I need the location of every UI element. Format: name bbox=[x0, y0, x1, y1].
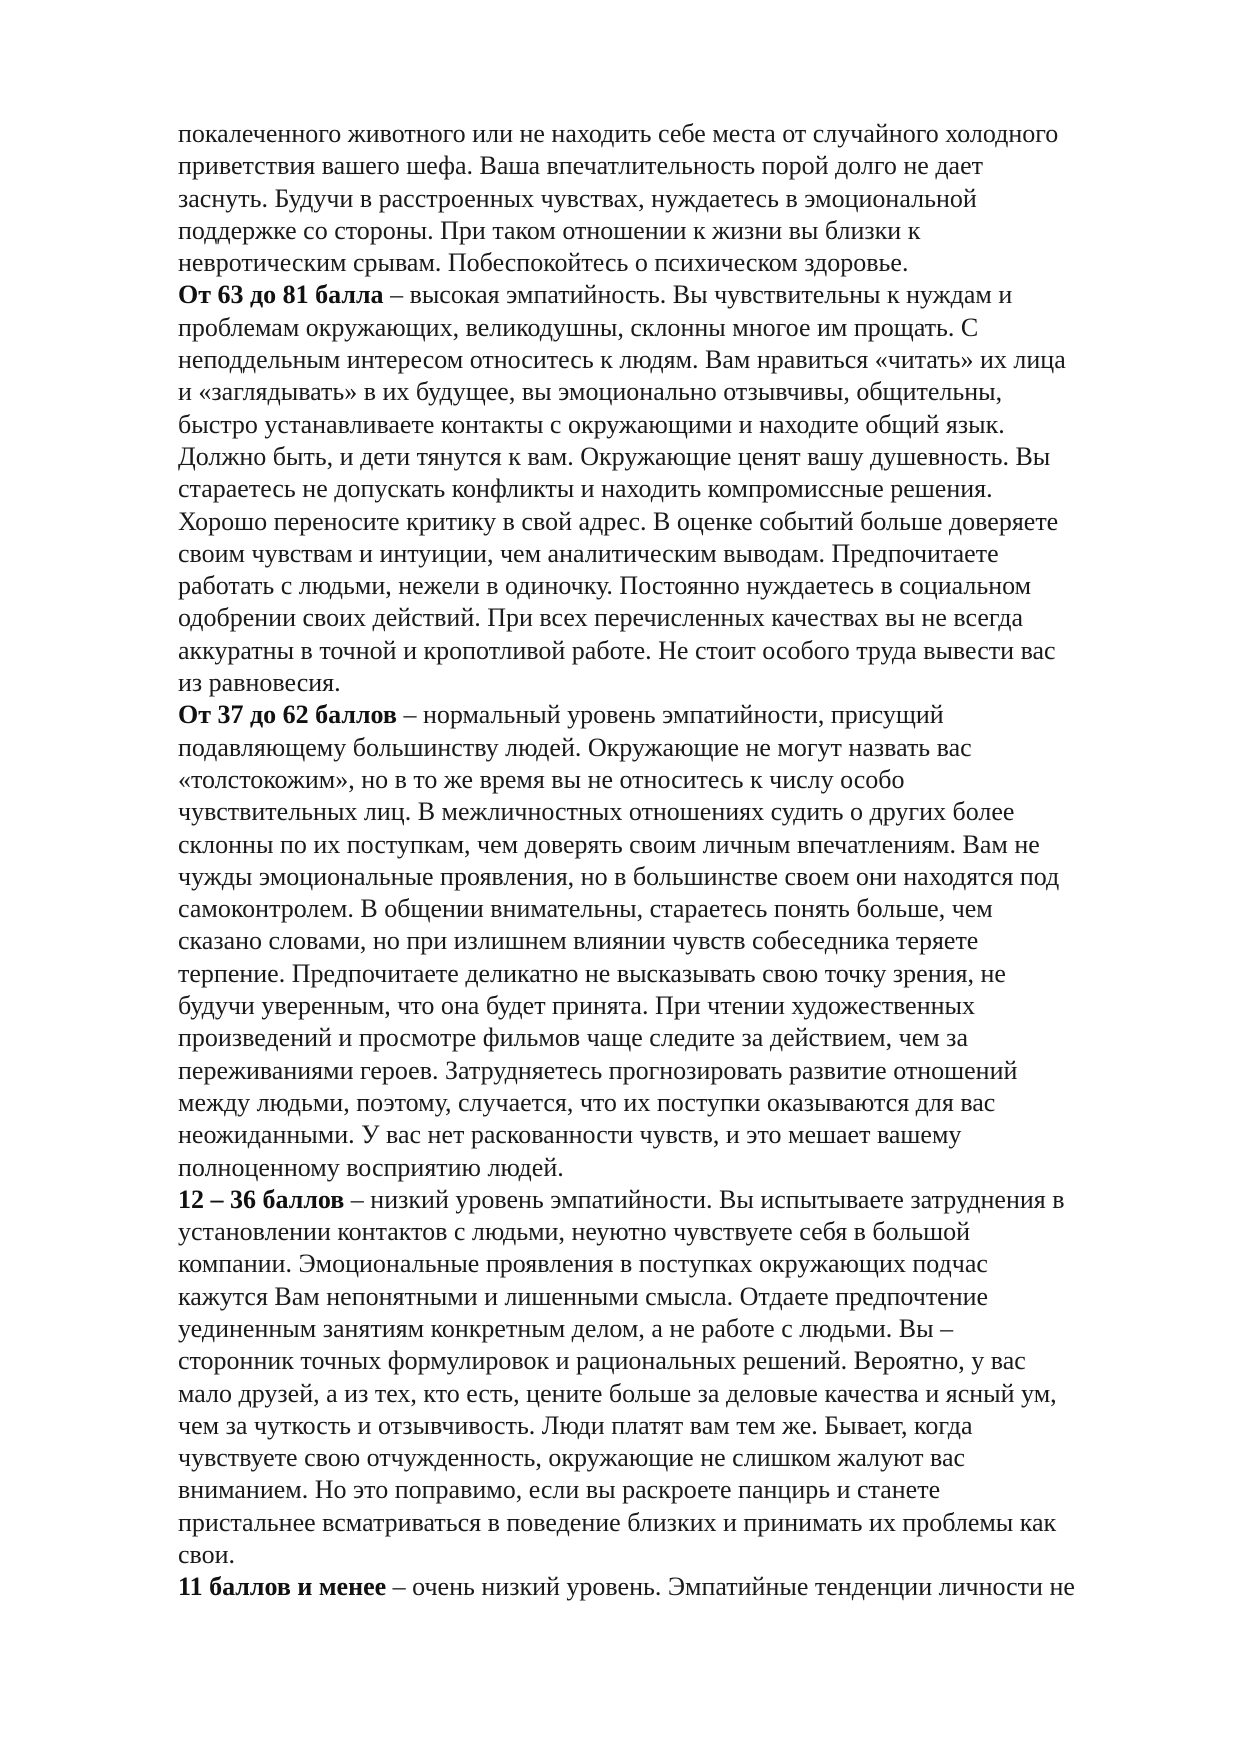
score-range-line bbox=[178, 699, 1148, 731]
text-line bbox=[178, 732, 1148, 764]
line-text: – низкий уровень эмпатийности. Вы испытываете затруднения в bbox=[344, 1184, 1065, 1214]
text-line bbox=[178, 570, 1148, 602]
text-line bbox=[178, 796, 1148, 828]
score-range-line bbox=[178, 279, 1148, 311]
text-line bbox=[178, 215, 1148, 247]
line-text: переживаниями героев. Затрудняетесь прогнозировать развитие отношений bbox=[178, 1055, 1018, 1085]
text-line bbox=[178, 344, 1148, 376]
line-text: уединенным занятиям конкретным делом, а не работе с людьми. Вы – bbox=[178, 1313, 954, 1343]
text-line bbox=[178, 893, 1148, 925]
line-text: – высокая эмпатийность. Вы чувствительны к нуждам и bbox=[383, 280, 1013, 310]
text-line bbox=[178, 1442, 1148, 1474]
text-line bbox=[178, 538, 1148, 570]
text-line bbox=[178, 1345, 1148, 1377]
document-body bbox=[178, 118, 1148, 1604]
line-text: своим чувствам и интуиции, чем аналитическим выводам. Предпочитаете bbox=[178, 538, 999, 568]
score-range-line bbox=[178, 1571, 1148, 1603]
text-line bbox=[178, 441, 1148, 473]
text-line bbox=[178, 1507, 1148, 1539]
text-line bbox=[178, 118, 1148, 150]
text-line bbox=[178, 1378, 1148, 1410]
line-text: склонны по их поступкам, чем доверять своим личным впечатлениям. Вам не bbox=[178, 829, 1040, 859]
line-text: приветствия вашего шефа. Ваша впечатлительность порой долго не дает bbox=[178, 151, 983, 181]
text-line bbox=[178, 1216, 1148, 1248]
line-text: произведений и просмотре фильмов чаще следите за действием, чем за bbox=[178, 1023, 968, 1053]
line-text: свои. bbox=[178, 1540, 236, 1570]
line-text: чувствительных лиц. В межличностных отношениях судить о других более bbox=[178, 797, 1015, 827]
text-line bbox=[178, 247, 1148, 279]
line-text: сторонник точных формулировок и рациональных решений. Вероятно, у вас bbox=[178, 1346, 1026, 1376]
text-line bbox=[178, 635, 1148, 667]
line-text: сказано словами, но при излишнем влиянии чувств собеседника теряете bbox=[178, 926, 979, 956]
text-line bbox=[178, 925, 1148, 957]
line-text: невротическим срывам. Побеспокойтесь о психическом здоровье. bbox=[178, 248, 909, 278]
text-line bbox=[178, 312, 1148, 344]
line-text: Хорошо переносите критику в свой адрес. В оценке событий больше доверяете bbox=[178, 506, 1059, 536]
line-text: неподдельным интересом относитесь к людям. Вам нравиться «читать» их лица bbox=[178, 345, 1066, 375]
text-line bbox=[178, 1119, 1148, 1151]
line-text: мало друзей, а из тех, кто есть, цените больше за деловые качества и ясный ум, bbox=[178, 1378, 1057, 1408]
line-text: вниманием. Но это поправимо, если вы раскроете панцирь и станете bbox=[178, 1475, 941, 1505]
text-line bbox=[178, 1539, 1148, 1571]
line-text: покалеченного животного или не находить себе места от случайного холодного bbox=[178, 119, 1059, 148]
text-line bbox=[178, 473, 1148, 505]
line-text: будучи уверенным, что она будет принята. При чтении художественных bbox=[178, 991, 976, 1021]
text-line bbox=[178, 1248, 1148, 1280]
line-text: кажутся Вам непонятными и лишенными смысла. Отдаете предпочтение bbox=[178, 1281, 989, 1311]
text-line bbox=[178, 506, 1148, 538]
line-text: – нормальный уровень эмпатийности, присущий bbox=[396, 700, 944, 730]
score-range-heading: От 37 до 62 баллов bbox=[178, 700, 397, 730]
line-text: пристальнее всматриваться в поведение близких и принимать их проблемы как bbox=[178, 1507, 1057, 1537]
line-text: подавляющему большинству людей. Окружающие не могут назвать вас bbox=[178, 732, 972, 762]
line-text: – очень низкий уровень. Эмпатийные тенденции личности не bbox=[386, 1572, 1075, 1602]
line-text: одобрении своих действий. При всех перечисленных качествах вы не всегда bbox=[178, 603, 1024, 633]
text-line bbox=[178, 1474, 1148, 1506]
line-text: неожиданными. У вас нет раскованности чувств, и это мешает вашему bbox=[178, 1120, 962, 1150]
score-range-heading: 12 – 36 баллов bbox=[178, 1184, 345, 1214]
line-text: из равновесия. bbox=[178, 668, 341, 698]
text-line bbox=[178, 990, 1148, 1022]
text-line bbox=[178, 1281, 1148, 1313]
text-line bbox=[178, 376, 1148, 408]
text-line bbox=[178, 861, 1148, 893]
line-text: самоконтролем. В общении внимательны, стараетесь понять больше, чем bbox=[178, 894, 993, 924]
line-text: «толстокожим», но в то же время вы не относитесь к числу особо bbox=[178, 764, 905, 794]
text-line bbox=[178, 1055, 1148, 1087]
line-text: аккуратны в точной и кропотливой работе. Не стоит особого труда вывести вас bbox=[178, 635, 1056, 665]
score-range-heading: От 63 до 81 балла bbox=[178, 280, 384, 310]
line-text: поддержке со стороны. При таком отношении к жизни вы близки к bbox=[178, 215, 921, 245]
line-text: чувствуете свою отчужденность, окружающие не слишком жалуют вас bbox=[178, 1443, 966, 1473]
line-text: терпение. Предпочитаете деликатно не высказывать свою точку зрения, не bbox=[178, 958, 1006, 988]
text-line bbox=[178, 1410, 1148, 1442]
line-text: полноценному восприятию людей. bbox=[178, 1152, 564, 1182]
line-text: и «заглядывать» в их будущее, вы эмоционально отзывчивы, общительны, bbox=[178, 377, 1003, 407]
line-text: Должно быть, и дети тянутся к вам. Окружающие ценят вашу душевность. Вы bbox=[178, 441, 1051, 471]
score-range-heading: 11 баллов и менее bbox=[178, 1572, 387, 1602]
line-text: между людьми, поэтому, случается, что их поступки оказываются для вас bbox=[178, 1087, 996, 1117]
score-range-line bbox=[178, 1184, 1148, 1216]
text-line bbox=[178, 1087, 1148, 1119]
line-text: работать с людьми, нежели в одиночку. Постоянно нуждаетесь в социальном bbox=[178, 571, 1032, 601]
text-line bbox=[178, 764, 1148, 796]
line-text: чужды эмоциональные проявления, но в большинстве своем они находятся под bbox=[178, 861, 1060, 891]
text-line bbox=[178, 667, 1148, 699]
text-line bbox=[178, 1313, 1148, 1345]
line-text: быстро устанавливаете контакты с окружающими и находите общий язык. bbox=[178, 409, 1005, 439]
line-text: чем за чуткость и отзывчивость. Люди платят вам тем же. Бывает, когда bbox=[178, 1410, 973, 1440]
text-line bbox=[178, 183, 1148, 215]
line-text: проблемам окружающих, великодушны, склонны многое им прощать. С bbox=[178, 312, 979, 342]
text-line bbox=[178, 1152, 1148, 1184]
line-text: компании. Эмоциональные проявления в поступках окружающих подчас bbox=[178, 1249, 988, 1279]
text-line bbox=[178, 958, 1148, 990]
text-line bbox=[178, 150, 1148, 182]
text-line bbox=[178, 409, 1148, 441]
line-text: установлении контактов с людьми, неуютно чувствуете себя в большой bbox=[178, 1217, 971, 1247]
line-text: стараетесь не допускать конфликты и находить компромиссные решения. bbox=[178, 474, 993, 504]
text-line bbox=[178, 1022, 1148, 1054]
line-text: заснуть. Будучи в расстроенных чувствах, нуждаетесь в эмоциональной bbox=[178, 183, 977, 213]
text-line bbox=[178, 829, 1148, 861]
text-line bbox=[178, 602, 1148, 634]
